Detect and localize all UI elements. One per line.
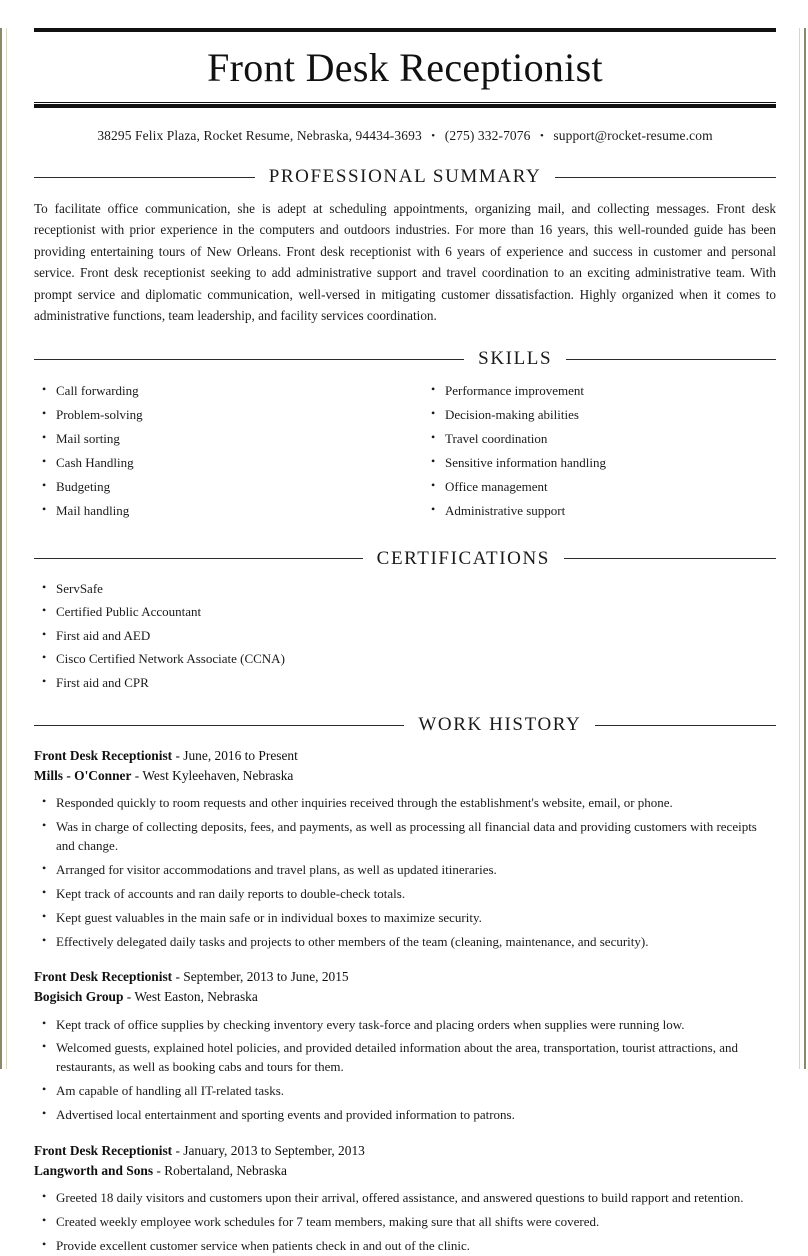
list-item: • Kept track of office supplies by checking inventory every task-force and placing orders when supplies were running low. — [34, 1016, 776, 1035]
list-item: • Kept guest valuables in the main safe or in individual boxes to maximize security. — [34, 909, 776, 928]
work-history-entry — [34, 746, 776, 951]
job-title: Front Desk Receptionist — [34, 748, 173, 764]
list-item: • Administrative support — [423, 502, 776, 520]
job-title-line — [34, 967, 776, 987]
job-dates: - September, 2013 to June, 2015 — [172, 969, 349, 985]
list-item: • Performance improvement — [423, 382, 776, 400]
job-dates: - June, 2016 to Present — [172, 748, 298, 764]
heading-rule-right — [564, 558, 776, 559]
list-item: • Cisco Certified Network Associate (CCNA) — [34, 650, 776, 668]
job-location: - West Kyleehaven, Nebraska — [131, 768, 294, 784]
heading-rule-left — [34, 177, 255, 178]
job-company: Mills - O'Conner — [34, 768, 132, 784]
job-bullets — [34, 1189, 776, 1256]
contact-email: support@rocket-resume.com — [553, 128, 713, 143]
list-item: • First aid and CPR — [34, 674, 776, 692]
job-bullets — [34, 794, 776, 951]
list-item: • Responded quickly to room requests and other inquiries received through the establishment's website, email, or phone. — [34, 794, 776, 813]
resume-content — [2, 28, 808, 1256]
job-company: Bogisich Group — [34, 989, 124, 1005]
skills-columns — [34, 380, 776, 526]
contact-separator-2: • — [539, 130, 544, 142]
list-item: • Decision-making abilities — [423, 406, 776, 424]
section-heading-work-history — [34, 714, 776, 736]
list-item: • Provide excellent customer service when patients check in and out of the clinic. — [34, 1237, 776, 1256]
job-title: Front Desk Receptionist — [34, 969, 173, 985]
list-item: • Arranged for visitor accommodations and travel plans, as well as updated itineraries. — [34, 861, 776, 880]
job-location: - West Easton, Nebraska — [123, 989, 258, 1005]
section-title-certifications: CERTIFICATIONS — [376, 547, 550, 569]
certifications-list — [34, 580, 776, 692]
list-item: • Certified Public Accountant — [34, 603, 776, 621]
certifications-block — [34, 580, 776, 692]
contact-separator-1: • — [431, 130, 436, 142]
list-item: • Created weekly employee work schedules for 7 team members, making sure that all shifts were covered. — [34, 1213, 776, 1232]
heading-rule-right — [566, 359, 776, 360]
list-item: • Office management — [423, 478, 776, 496]
section-title-work-history: WORK HISTORY — [418, 714, 582, 736]
section-heading-skills — [34, 348, 776, 370]
work-history-entry — [34, 1141, 776, 1256]
section-title-summary: PROFESSIONAL SUMMARY — [268, 166, 542, 187]
list-item: • ServSafe — [34, 580, 776, 598]
list-item: • Call forwarding — [34, 382, 405, 400]
heading-rule-right — [595, 725, 776, 726]
job-bullets — [34, 1016, 776, 1125]
list-item: • Kept track of accounts and ran daily reports to double-check totals. — [34, 885, 776, 904]
skills-column-right — [405, 382, 776, 526]
job-company: Langworth and Sons — [34, 1162, 154, 1178]
contact-phone: (275) 332-7076 — [444, 128, 531, 143]
list-item: • Am capable of handling all IT-related tasks. — [34, 1082, 776, 1101]
list-item: • Problem-solving — [34, 406, 405, 424]
skills-column-left — [34, 382, 405, 526]
list-item: • Cash Handling — [34, 454, 405, 472]
job-title: Front Desk Receptionist — [34, 1142, 173, 1158]
list-item: • Budgeting — [34, 478, 405, 496]
section-heading-summary — [34, 166, 776, 188]
work-history-entry — [34, 967, 776, 1124]
list-item: • Mail sorting — [34, 430, 405, 448]
job-title-line — [34, 746, 776, 766]
list-item: • First aid and AED — [34, 627, 776, 645]
list-item: • Greeted 18 daily visitors and customers upon their arrival, offered assistance, and answered questions to build rapport and retention. — [34, 1189, 776, 1208]
heading-rule-left — [34, 725, 404, 726]
page-title: Front Desk Receptionist — [207, 45, 603, 90]
list-item: • Sensitive information handling — [423, 454, 776, 472]
job-title-line — [34, 1141, 776, 1161]
contact-line — [34, 108, 776, 144]
heading-rule-left — [34, 558, 363, 559]
resume-page — [0, 28, 806, 1253]
job-location: - Robertaland, Nebraska — [153, 1162, 287, 1178]
contact-address: 38295 Felix Plaza, Rocket Resume, Nebraska, 94434-3693 — [97, 128, 422, 143]
heading-rule-left — [34, 359, 464, 360]
skills-list-right — [423, 382, 776, 520]
list-item: • Welcomed guests, explained hotel policies, and provided detailed information about the area, transportation, tourist attractions, and restaurants, as well as booking cabs and tours for them. — [34, 1039, 776, 1077]
list-item: • Effectively delegated daily tasks and projects to other members of the team (cleaning, maintenance, and security). — [34, 933, 776, 952]
section-heading-certifications — [34, 548, 776, 570]
professional-summary-text: To facilitate office communication, she is adept at scheduling appointments, organizing mail, and collecting messages. Front desk receptionist with prior experience in the computers and outdoors industries. For more than 16 years, this well-rounded guide has been providing entertaining tours of New Orleans. Front desk receptionist with 6 years of experience and success in customer and personal service. Front desk receptionist seeking to add administrative support and travel coordination to an exciting administrative team. With prompt service and diplomatic communication, well-versed in mitigating customer dissatisfaction. Highly organized when it comes to administrative functions, team leadership, and facility services coordination. — [34, 201, 776, 323]
job-dates: - January, 2013 to September, 2013 — [172, 1142, 365, 1158]
job-company-line — [34, 766, 776, 786]
list-item: • Travel coordination — [423, 430, 776, 448]
list-item: • Advertised local entertainment and sporting events and provided information to patrons. — [34, 1106, 776, 1125]
section-title-skills: SKILLS — [478, 348, 553, 370]
job-company-line — [34, 1161, 776, 1181]
heading-rule-right — [555, 177, 776, 178]
job-company-line — [34, 987, 776, 1007]
skills-list-left — [34, 382, 405, 520]
list-item: • Mail handling — [34, 502, 405, 520]
list-item: • Was in charge of collecting deposits, fees, and payments, as well as processing all financial data and providing customers with receipts and change. — [34, 818, 776, 856]
